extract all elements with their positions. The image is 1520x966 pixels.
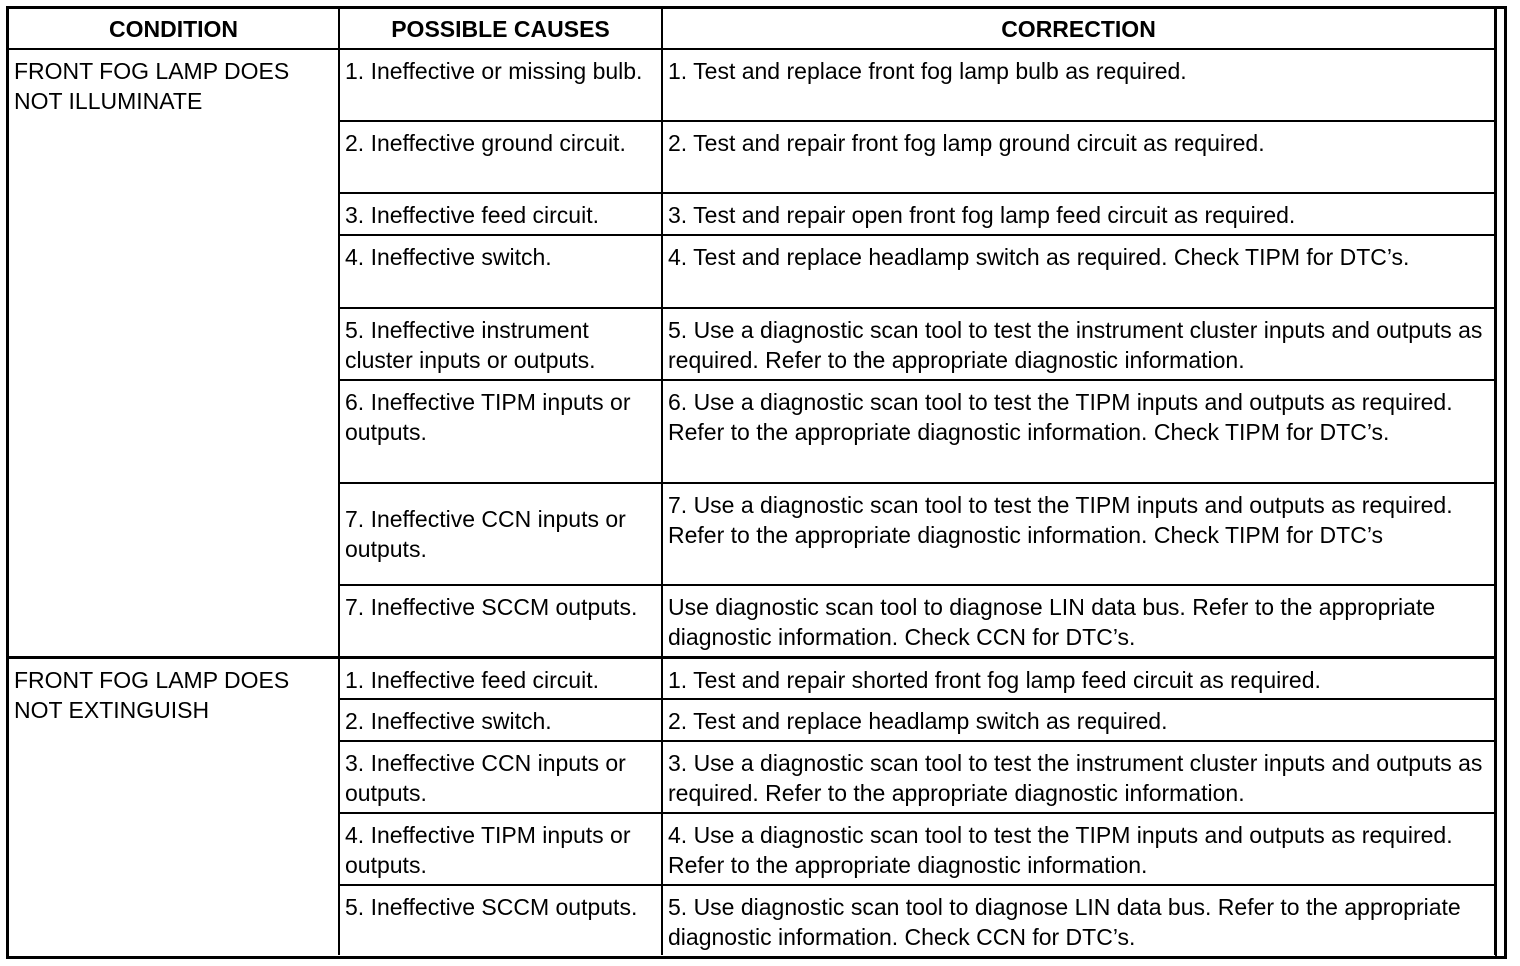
correction-cell: 3. Test and repair open front fog lamp feed circuit as required. — [662, 193, 1495, 235]
cause-cell: 6. Ineffective TIPM inputs or outputs. — [339, 380, 662, 483]
cause-cell: 1. Ineffective feed circuit. — [339, 657, 662, 699]
cause-cell: 3. Ineffective feed circuit. — [339, 193, 662, 235]
table-row — [9, 657, 1495, 699]
correction-cell: 4. Use a diagnostic scan tool to test the TIPM inputs and outputs as required. Refer to the appropriate diagnostic information. — [662, 813, 1495, 885]
table-row — [9, 49, 1495, 121]
condition-cell: FRONT FOG LAMP DOES NOT EXTINGUISH — [9, 657, 339, 955]
header-correction: CORRECTION — [662, 9, 1495, 49]
cause-cell: 4. Ineffective TIPM inputs or outputs. — [339, 813, 662, 885]
correction-cell: 3. Use a diagnostic scan tool to test the instrument cluster inputs and outputs as required. Refer to the appropriate diagnostic information. — [662, 741, 1495, 813]
correction-cell: 2. Test and repair front fog lamp ground circuit as required. — [662, 121, 1495, 193]
cause-cell: 3. Ineffective CCN inputs or outputs. — [339, 741, 662, 813]
correction-cell: 7. Use a diagnostic scan tool to test the TIPM inputs and outputs as required. Refer to the appropriate diagnostic information. Check TIPM for DTC’s — [662, 483, 1495, 585]
cause-cell: 1. Ineffective or missing bulb. — [339, 49, 662, 121]
correction-cell: 5. Use a diagnostic scan tool to test the instrument cluster inputs and outputs as required. Refer to the appropriate diagnostic information. — [662, 308, 1495, 380]
correction-cell: Use diagnostic scan tool to diagnose LIN data bus. Refer to the appropriate diagnostic information. Check CCN for DTC’s. — [662, 585, 1495, 657]
fog-lamp-diagnosis-table — [9, 9, 1496, 955]
cause-cell: 5. Ineffective SCCM outputs. — [339, 885, 662, 955]
correction-cell: 1. Test and replace front fog lamp bulb as required. — [662, 49, 1495, 121]
cause-cell: 7. Ineffective CCN inputs or outputs. — [339, 483, 662, 585]
header-possible-causes: POSSIBLE CAUSES — [339, 9, 662, 49]
header-condition: CONDITION — [9, 9, 339, 49]
correction-cell: 1. Test and repair shorted front fog lamp feed circuit as required. — [662, 657, 1495, 699]
cause-cell: 2. Ineffective ground circuit. — [339, 121, 662, 193]
cause-cell: 4. Ineffective switch. — [339, 235, 662, 308]
correction-cell: 5. Use diagnostic scan tool to diagnose LIN data bus. Refer to the appropriate diagnostic information. Check CCN for DTC’s. — [662, 885, 1495, 955]
correction-cell: 4. Test and replace headlamp switch as required. Check TIPM for DTC’s. — [662, 235, 1495, 308]
diagnosis-table-frame — [6, 6, 1507, 959]
cause-cell: 7. Ineffective SCCM outputs. — [339, 585, 662, 657]
condition-cell: FRONT FOG LAMP DOES NOT ILLUMINATE — [9, 49, 339, 657]
cause-cell: 5. Ineffective instrument cluster inputs or outputs. — [339, 308, 662, 380]
header-row — [9, 9, 1495, 49]
correction-cell: 2. Test and replace headlamp switch as required. — [662, 699, 1495, 741]
cause-cell: 2. Ineffective switch. — [339, 699, 662, 741]
correction-cell: 6. Use a diagnostic scan tool to test the TIPM inputs and outputs as required. Refer to the appropriate diagnostic information. Check TIPM for DTC’s. — [662, 380, 1495, 483]
